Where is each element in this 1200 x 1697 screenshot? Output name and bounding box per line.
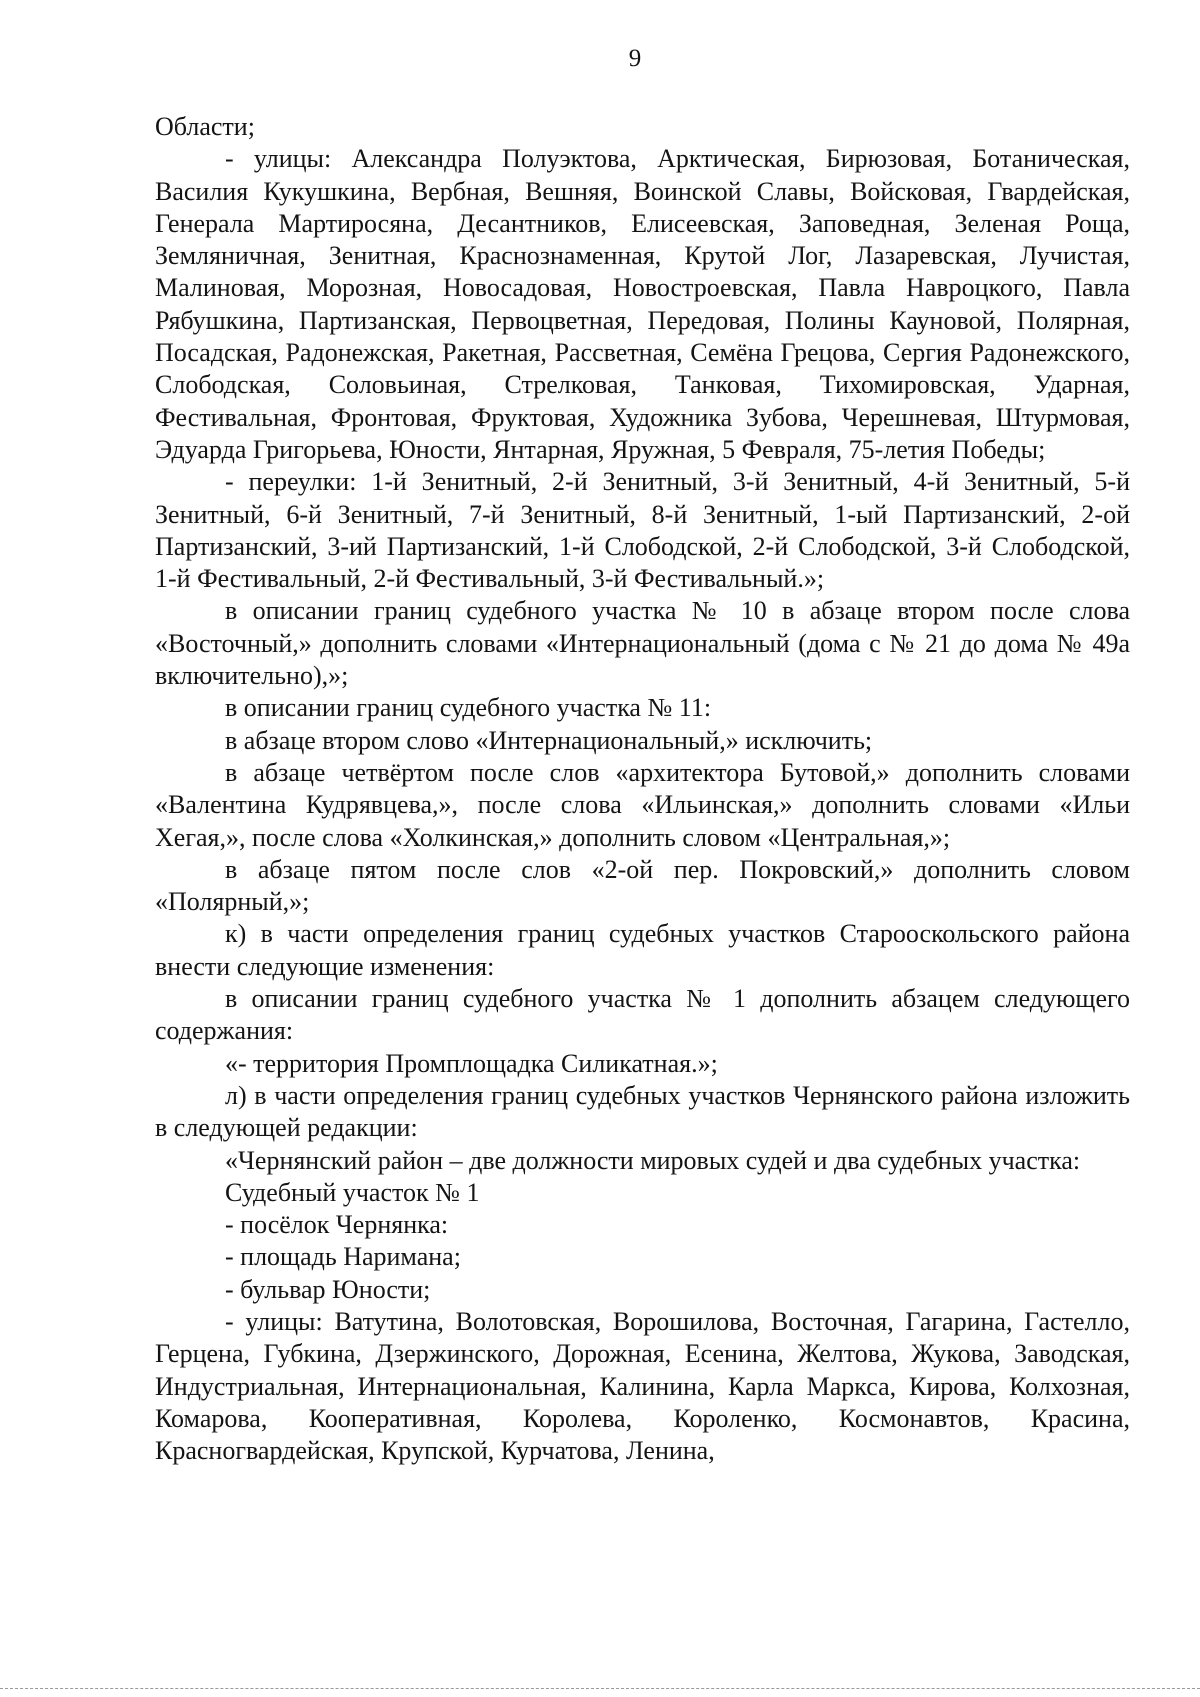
- document-body: [155, 111, 1130, 1467]
- paragraph-3: - переулки: 1-й Зенитный, 2-й Зенитный, 3-й Зенитный, 4-й Зенитный, 5-й Зенитный, 6-й Зенитный, 7-й Зенитный, 8-й Зенитный, 1-ый Партизанский, 2-ой Партизанский, 3-ий Партизанский, 1-й Слободской, 2-й Слободской, 3-й Слободской, 1-й Фестивальный, 2-й Фестивальный, 3-й Фестивальный.»;: [155, 467, 1130, 594]
- paragraph-1: Области;: [155, 112, 255, 141]
- paragraph-16: - площадь Наримана;: [225, 1242, 461, 1272]
- paragraph-7: в абзаце четвёртом после слов «архитектора Бутовой,» дополнить словами «Валентина Кудрявцева,», после слова «Ильинская,» дополнить словами «Ильи Хегая,», после слова «Холкинская,» дополнить словом «Центральная,»;: [155, 757, 1130, 852]
- paragraph-2: - улицы: Александра Полуэктова, Арктическая, Бирюзовая, Ботаническая, Василия Кукушкина, Вербная, Вешняя, Воинской Славы, Войсковая, Гвардейская, Генерала Мартиросяна, Десантников, Елисеевская, Заповедная, Зеленая Роща, Земляничная, Зенитная, Краснознаменная, Крутой Лог, Лазаревская, Лучистая, Малиновая, Морозная, Новосадовая, Новостроевская, Павла Навроцкого, Павла Рябушкина, Партизанская, Первоцветная, Передовая, Полины Кауновой, Полярная, Посадская, Радонежская, Ракетная, Рассветная, Семёна Грецова, Сергия Радонежского, Слободская, Соловьиная, Стрелковая, Танковая, Тихомировская, Ударная, Фестивальная, Фронтовая, Фруктовая, Художника Зубова, Черешневая, Штурмовая, Эдуарда Григорьева, Юности, Янтарная, Яружная, 5 Февраля, 75-летия Победы;: [155, 144, 1130, 464]
- paragraph-6: в абзаце втором слово «Интернациональный,» исключить;: [225, 725, 873, 755]
- paragraph-15: - посёлок Чернянка:: [225, 1210, 449, 1240]
- paragraph-9: к) в части определения границ судебных участков Старооскольского района внести следующие изменения:: [155, 919, 1130, 981]
- paragraph-12: л) в части определения границ судебных участков Чернянского района изложить в следующей редакции:: [155, 1080, 1130, 1143]
- paragraph-5: в описании границ судебного участка № 11:: [225, 693, 712, 723]
- paragraph-13: «Чернянский район – две должности мировых судей и два судебных участка:: [225, 1145, 1081, 1175]
- scan-edge-divider: [0, 1688, 1200, 1689]
- paragraph-4: в описании границ судебного участка № 10 в абзаце втором после слова «Восточный,» дополнить словами «Интернациональный (дома с № 21 до дома № 49а включительно),»;: [155, 596, 1130, 691]
- page-number: 9: [628, 45, 642, 72]
- paragraph-8: в абзаце пятом после слов «2-ой пер. Покровский,» дополнить словом «Полярный,»;: [155, 854, 1130, 917]
- paragraph-18: - улицы: Ватутина, Волотовская, Ворошилова, Восточная, Гагарина, Гастелло, Герцена, Губкина, Дзержинского, Дорожная, Есенина, Желтова, Жукова, Заводская, Индустриальная, Интернациональная, Калинина, Карла Маркса, Кирова, Колхозная, Комарова, Кооперативная, Королева, Короленко, Космонавтов, Красина, Красногвардейская, Крупской, Курчатова, Ленина,: [155, 1306, 1130, 1466]
- paragraph-17: - бульвар Юности;: [225, 1274, 431, 1304]
- paragraph-11: «- территория Промплощадка Силикатная.»;: [225, 1048, 718, 1078]
- paragraph-14: Судебный участок № 1: [225, 1177, 480, 1207]
- paragraph-10: в описании границ судебного участка № 1 дополнить абзацем следующего содержания:: [155, 984, 1130, 1046]
